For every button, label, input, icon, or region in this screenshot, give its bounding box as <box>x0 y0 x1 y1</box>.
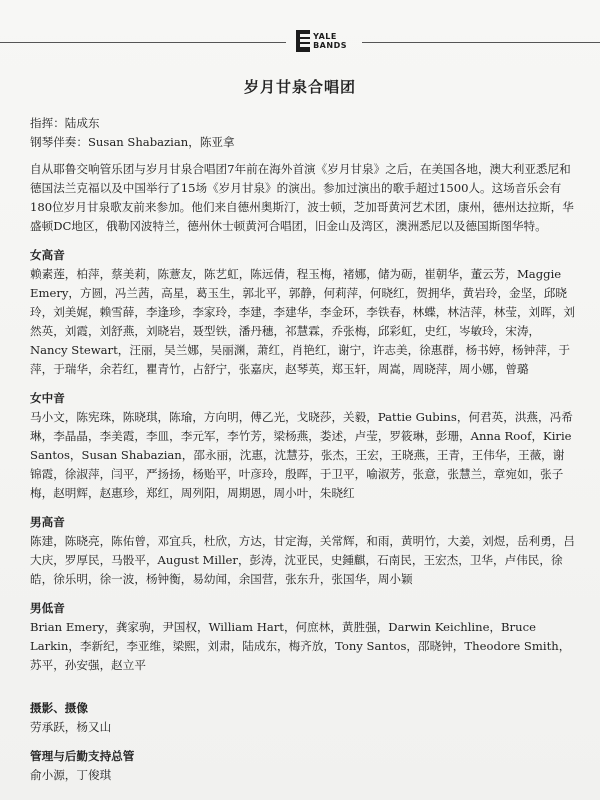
staff-photography <box>30 699 575 737</box>
section-heading: 女中音 <box>30 391 65 405</box>
header-rule-right <box>362 42 600 43</box>
yale-bands-logo <box>296 28 356 54</box>
staff-heading: 管理与后勤支持总管 <box>30 749 135 763</box>
section-names: 赖素莲，柏萍，蔡美莉，陈薏友，陈艺虹，陈远倩，程玉梅，褚娜，储为砺，崔朝华，董云芳，Maggie Emery，方圆，冯兰茜，高星，葛玉生，郭北平，郭静，何莉萍，何晓红，贺拥华，黄岩玲，金坚，邱晓玲，刘美娓，赖雪薛，李逢珍，李家玲，李建，李建华，李金环，李铁春，林蝶，林洁萍，林莹，刘晖，刘然英，刘霞，刘舒燕，刘晓岩，聂型铁，潘丹穗，祁慧霖，乔张梅，邱彩虹，史红，岑敏玲，宋涛，Nancy Stewart，汪丽，吴兰娜，吴丽渊，萧红，肖艳红，谢宁，许志美，徐惠群，杨书婷，杨钟萍，于萍，于瑞华，余若红，瞿青竹，占舒宁，张嘉庆，赵琴英，郑玉轩，周嵩，周晓萍，周小娜，曾璐 <box>30 267 575 376</box>
intro-paragraph: 自从耶鲁交响管乐团与岁月甘泉合唱团7年前在海外首演《岁月甘泉》之后，在美国各地，澳大利亚悉尼和德国法兰克福以及中国举行了15场《岁月甘泉》的演出。参加过演出的歌手超过1500人。这场音乐会有180位岁月甘泉歌友前来参加。他们来自德州奥斯汀，波士顿，芝加哥黄河艺术团，康州，德州达拉斯，华盛顿DC地区，俄勒冈波特兰，德州休士顿黄河合唱团，旧金山及湾区，澳洲悉尼以及德国斯图华特。 <box>30 162 574 233</box>
section-names: 马小文，陈宪珠，陈晓琪，陈瑜，方向明，傅乙光，戈晓莎，关毅，Pattie Gubins，何君英，洪燕，冯希琳，李晶晶，李美霞，李皿，李元军，李竹芳，梁杨燕，娄述，卢莹，罗筱琳，彭珊，Anna Roof，Kirie Santos，Susan Shabazian，邵永丽，沈惠，沈慧芬，张杰，王宏，王晓燕，王青，王伟华，王薇，谢锦霞，徐淑萍，闫平，严扬扬，杨贻平，叶彦玲，殷晖，于卫平，喻淑芳，张意，张慧兰，章宛如，张子梅，赵明辉，赵惠珍，郑红，周列阳，周期恩，周小叶，朱晓红 <box>30 410 573 500</box>
section-heading: 男高音 <box>30 515 65 529</box>
section-soprano <box>30 246 575 379</box>
logo-mark-icon <box>296 30 310 52</box>
staff-heading: 摄影、摄像 <box>30 701 88 715</box>
section-heading: 男低音 <box>30 601 65 615</box>
logo-text: YALE BANDS <box>313 32 347 50</box>
section-names: 陈建，陈晓亮，陈佑曾，邓宜兵，杜欣，方达，甘定海，关常辉，和雨，黄明竹，大姜，刘煜，岳利勇，吕大庆，罗厚民，马骰平，August Miller，彭涛，沈亚民，史鍾麒，石南民，王宏杰，卫华，卢伟民，徐皓，徐乐明，徐一波，杨钟衡，易幼闻，余国营，张东升，张国华，周小颖 <box>30 534 575 586</box>
section-names: Brian Emery，龚家驹，尹国权，William Hart，何庶林，黄胜强，Darwin Keichline，Bruce Larkin，李新纪，李亚维，梁熙，刘肃，陆成东，梅齐放，Tony Santos，邵晓钟，Theodore Smith，苏平，孙安强，赵立平 <box>30 620 571 672</box>
page-title: 岁月甘泉合唱团 <box>243 78 356 96</box>
staff-management <box>30 747 575 785</box>
conductor-line: 指挥：陆成东 <box>30 116 100 130</box>
section-alto <box>30 389 575 503</box>
section-heading: 女高音 <box>30 248 65 262</box>
program-content <box>30 114 575 785</box>
staff-names: 劳承跃，杨又山 <box>30 720 112 734</box>
header-rule-left <box>0 42 286 43</box>
staff-names: 俞小源，丁俊琪 <box>30 768 112 782</box>
pianists-line: 钢琴伴奏：Susan Shabazian，陈亚拿 <box>30 135 235 149</box>
section-tenor <box>30 513 575 589</box>
section-bass <box>30 599 575 675</box>
